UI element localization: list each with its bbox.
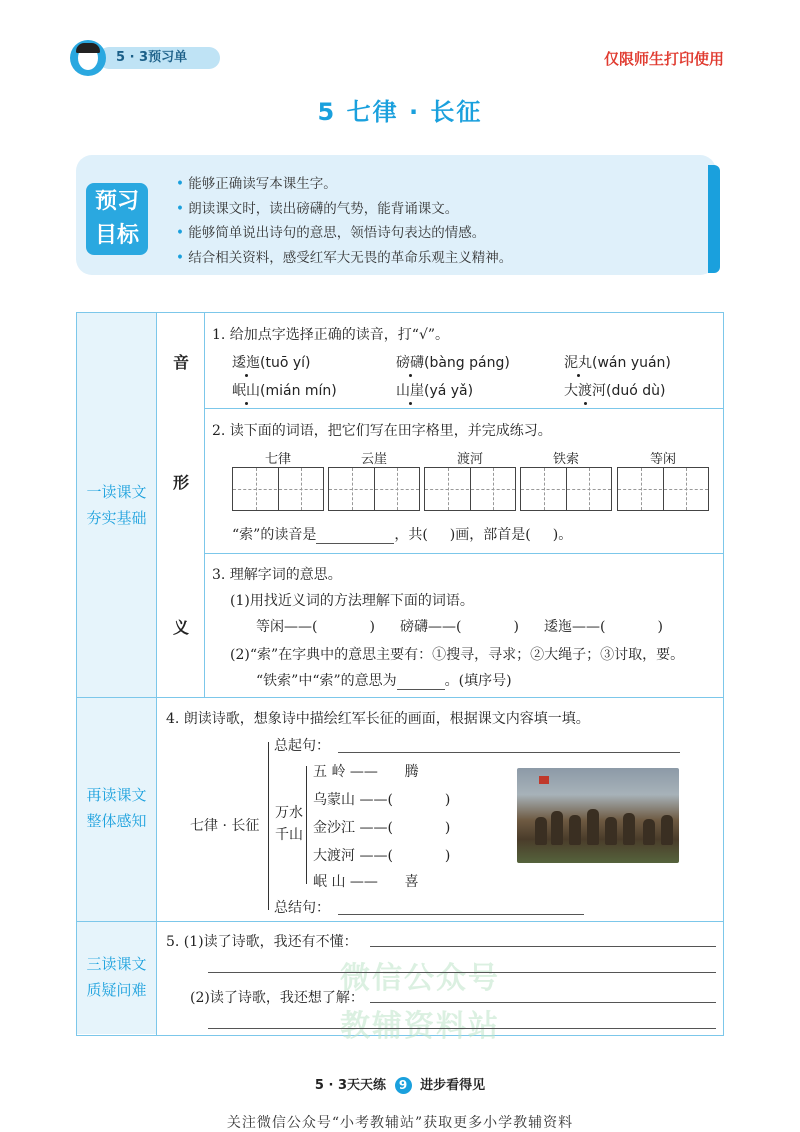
question-4: 4. 朗读诗歌，想象诗中描绘红军长征的画面，根据课文内容填一填。 [166,711,590,727]
route-item: 五 岭 —— 腾 [313,764,419,780]
grid-word: 等闲 [649,452,676,467]
mascot-icon [70,40,106,76]
page-footer: 5 · 3天天练 9 进步看得见 [314,1078,486,1093]
zong-qi-label: 总起句： [274,738,330,754]
answer-line[interactable] [208,1014,716,1029]
watermark: 微信公众号 教辅资料站 [340,961,500,1044]
lesson-title: 5 七律 · 长征 [317,98,483,126]
answer-blank[interactable] [338,737,680,753]
long-march-painting [517,768,679,863]
answer-blank[interactable] [397,673,445,690]
section-label-read-3: 三读课文 质疑问难 [86,955,147,999]
goal-item: • 结合相关资料，感受红军大无畏的革命乐观主义精神。 [176,246,706,271]
route-item: 大渡河 ——( ) [313,848,451,864]
synonym-item: 逶迤——( ) [544,619,663,635]
badge-label: 5 · 3预习单 [98,47,220,69]
tianzi-grid[interactable] [424,467,516,511]
synonym-item: 磅礴——( ) [400,619,519,635]
answer-blank[interactable] [338,899,584,915]
tianzi-grid[interactable] [328,467,420,511]
goal-item: • 能够简单说出诗句的意思，领悟诗句表达的情感。 [176,221,706,246]
synonym-item: 等闲——( ) [256,619,375,635]
pinyin-item: 磅礴(bàng páng) [396,355,510,371]
question-5-1: 5. (1)读了诗歌，我还有不懂： [166,934,358,950]
pinyin-item: 岷山(mián mín) [232,383,337,399]
answer-line[interactable] [370,932,716,947]
route-item: 金沙江 ——( ) [313,820,451,836]
bottom-note: 关注微信公众号“小考教辅站”获取更多小学教辅资料 [226,1115,574,1131]
section-badge [70,40,220,76]
pinyin-item: 山崖(yá yǎ) [396,383,474,399]
wan-shui-qian-shan: 万水 千山 [275,805,303,843]
route-item: 岷 山 —— 喜 [313,874,419,890]
question-3: 3. 理解字词的意思。 [212,567,342,583]
answer-blank[interactable] [316,527,394,544]
grid-word: 七律 [264,452,291,467]
fill-suo: “索”的读音是 ，共( )画，部首是( )。 [232,527,573,543]
question-2: 2. 读下面的词语，把它们写在田字格里，并完成练习。 [212,423,552,439]
goals-label: 预习 目标 [86,183,148,255]
question-1: 1. 给加点字选择正确的读音，打“√”。 [212,327,450,343]
question-3-1: (1)用找近义词的方法理解下面的词语。 [230,593,474,609]
grid-word: 渡河 [456,452,483,467]
route-item: 乌蒙山 ——( ) [313,792,451,808]
goals-list [176,172,706,270]
pinyin-item: 逶迤(tuō yí) [232,355,311,371]
grid-word: 云崖 [360,452,387,467]
goals-tab-decoration [708,165,720,273]
goal-item: • 能够正确读写本课生字。 [176,172,706,197]
answer-line[interactable] [370,988,716,1003]
pinyin-item: 泥丸(wán yuán) [564,355,671,371]
section-label-read-2: 再读课文 整体感知 [86,786,147,830]
pinyin-item: 大渡河(duó dù) [564,383,666,399]
question-5-2: (2)读了诗歌，我还想了解： [190,990,364,1006]
section-label-read-1: 一读课文 夯实基础 [86,483,147,527]
poem-title: 七律 · 长征 [190,818,260,834]
question-3-2-fill: “铁索”中“索”的意思为 。(填序号) [256,673,512,689]
sub-label-form: 形 [172,473,189,492]
zong-jie-label: 总结句： [274,900,330,916]
question-3-2: (2)“索”在字典中的意思主要有：①搜寻，寻求；②大绳子；③讨取，要。 [230,647,685,663]
outer-brace [268,742,269,910]
sub-label-sound: 音 [172,353,189,372]
inner-brace [306,766,307,884]
answer-line[interactable] [208,958,716,973]
restriction-notice: 仅限师生打印使用 [603,50,724,68]
tianzi-grid[interactable] [232,467,324,511]
grid-word: 铁索 [552,452,579,467]
sub-label-meaning: 义 [172,618,189,637]
page-number: 9 [395,1077,412,1094]
tianzi-grid[interactable] [520,467,612,511]
goal-item: • 朗读课文时，读出磅礴的气势，能背诵课文。 [176,197,706,222]
tianzi-grid[interactable] [617,467,709,511]
